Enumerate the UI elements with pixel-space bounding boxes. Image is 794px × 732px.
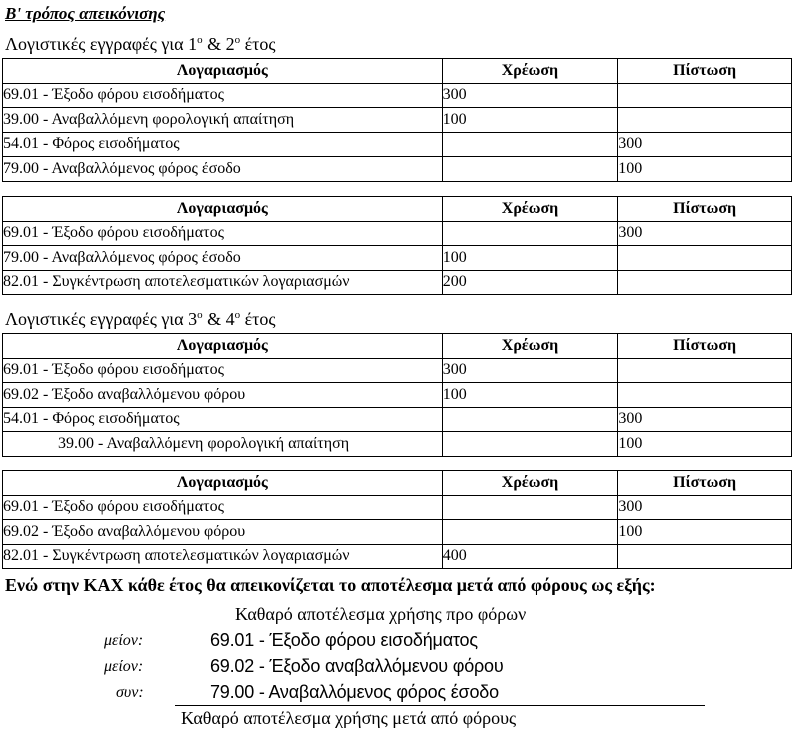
account-cell: 39.00 - Αναβαλλόμενη φορολογική απαίτηση xyxy=(3,432,443,457)
kax-operator-label: μείον: xyxy=(104,632,144,649)
credit-cell: 300 xyxy=(618,495,792,520)
credit-cell xyxy=(618,383,792,408)
column-header-debit: Χρέωση xyxy=(442,197,618,222)
account-cell: 69.01 - Έξοδο φόρου εισοδήματος xyxy=(3,221,443,246)
table-row xyxy=(3,383,792,408)
journal-entry-table-4 xyxy=(2,470,792,569)
account-cell: 69.01 - Έξοδο φόρου εισοδήματος xyxy=(3,358,443,383)
journal-entry-table-2 xyxy=(2,196,792,295)
debit-cell: 100 xyxy=(442,383,618,408)
table-row xyxy=(3,270,792,295)
ordinal-superscript: ο xyxy=(197,34,203,46)
debit-cell xyxy=(442,221,618,246)
debit-cell: 100 xyxy=(442,246,618,271)
credit-cell: 300 xyxy=(618,132,792,157)
debit-cell: 300 xyxy=(442,358,618,383)
debit-cell xyxy=(442,132,618,157)
section-heading-years-1-2 xyxy=(5,34,276,55)
debit-cell: 100 xyxy=(442,108,618,133)
table-header-row xyxy=(3,197,792,222)
post-tax-result-label: Καθαρό αποτέλεσμα χρήσης μετά από φόρους xyxy=(181,708,517,728)
table-header-row xyxy=(3,59,792,84)
account-cell: 69.02 - Έξοδο αναβαλλόμενου φόρου xyxy=(3,383,443,408)
account-cell: 54.01 - Φόρος εισοδήματος xyxy=(3,407,443,432)
ordinal-superscript: ο xyxy=(197,309,203,321)
account-cell: 54.01 - Φόρος εισοδήματος xyxy=(3,132,443,157)
kax-operator-label: συν: xyxy=(116,684,144,701)
credit-cell: 300 xyxy=(618,407,792,432)
kax-line-text: 69.02 - Έξοδο αναβαλλόμενου φόρου xyxy=(210,656,504,676)
credit-cell xyxy=(618,270,792,295)
kax-line xyxy=(0,629,794,655)
column-header-credit: Πίστωση xyxy=(618,59,792,84)
debit-cell xyxy=(442,432,618,457)
heading-text: & 2 xyxy=(202,34,235,54)
credit-cell: 100 xyxy=(618,432,792,457)
journal-entry-table-1 xyxy=(2,58,792,182)
account-cell: 69.01 - Έξοδο φόρου εισοδήματος xyxy=(3,495,443,520)
credit-cell xyxy=(618,246,792,271)
journal-entry-table-3 xyxy=(2,333,792,457)
account-cell: 69.02 - Έξοδο αναβαλλόμενου φόρου xyxy=(3,520,443,545)
credit-cell xyxy=(618,544,792,569)
table-row xyxy=(3,407,792,432)
heading-text: Λογιστικές εγγραφές για 1 xyxy=(5,34,198,54)
column-header-account: Λογαριασμός xyxy=(3,197,443,222)
debit-cell: 400 xyxy=(442,544,618,569)
kax-intro-text: Ενώ στην ΚΑΧ κάθε έτος θα απεικονίζεται το αποτέλεσμα μετά από φόρους ως εξής: xyxy=(5,575,656,595)
account-cell: 69.01 - Έξοδο φόρου εισοδήματος xyxy=(3,83,443,108)
heading-text: έτος xyxy=(240,34,276,54)
account-cell: 82.01 - Συγκέντρωση αποτελεσματικών λογαριασμών xyxy=(3,270,443,295)
credit-cell xyxy=(618,108,792,133)
document-title: Β' τρόπος απεικόνισης xyxy=(5,4,166,23)
heading-text: έτος xyxy=(240,309,276,329)
column-header-account: Λογαριασμός xyxy=(3,471,443,496)
table-row xyxy=(3,544,792,569)
credit-cell: 100 xyxy=(618,157,792,182)
kax-line-text: 69.01 - Έξοδο φόρου εισοδήματος xyxy=(210,630,478,650)
column-header-debit: Χρέωση xyxy=(442,334,618,359)
kax-line-text: 79.00 - Αναβαλλόμενος φόρος έσοδο xyxy=(210,682,499,702)
ordinal-superscript: ο xyxy=(234,34,241,46)
column-header-credit: Πίστωση xyxy=(618,334,792,359)
debit-cell: 300 xyxy=(442,83,618,108)
credit-cell xyxy=(618,83,792,108)
table-row xyxy=(3,246,792,271)
table-row xyxy=(3,108,792,133)
column-header-account: Λογαριασμός xyxy=(3,334,443,359)
table-row xyxy=(3,495,792,520)
table-header-row xyxy=(3,334,792,359)
account-cell: 39.00 - Αναβαλλόμενη φορολογική απαίτηση xyxy=(3,108,443,133)
column-header-account: Λογαριασμός xyxy=(3,59,443,84)
kax-line xyxy=(0,681,794,707)
debit-cell xyxy=(442,495,618,520)
section-heading-years-3-4 xyxy=(5,309,276,330)
table-row xyxy=(3,221,792,246)
debit-cell xyxy=(442,520,618,545)
credit-cell: 100 xyxy=(618,520,792,545)
account-cell: 79.00 - Αναβαλλόμενος φόρος έσοδο xyxy=(3,157,443,182)
column-header-debit: Χρέωση xyxy=(442,471,618,496)
debit-cell: 200 xyxy=(442,270,618,295)
account-cell: 82.01 - Συγκέντρωση αποτελεσματικών λογαριασμών xyxy=(3,544,443,569)
table-row xyxy=(3,432,792,457)
column-header-credit: Πίστωση xyxy=(618,197,792,222)
kax-operator-label: μείον: xyxy=(104,658,144,675)
kax-line xyxy=(0,655,794,681)
account-cell: 79.00 - Αναβαλλόμενος φόρος έσοδο xyxy=(3,246,443,271)
table-row xyxy=(3,157,792,182)
table-row xyxy=(3,358,792,383)
table-row xyxy=(3,132,792,157)
debit-cell xyxy=(442,157,618,182)
sum-divider-line xyxy=(175,705,705,706)
credit-cell: 300 xyxy=(618,221,792,246)
pre-tax-result-label: Καθαρό αποτέλεσμα χρήσης προ φόρων xyxy=(235,604,527,624)
debit-cell xyxy=(442,407,618,432)
ordinal-superscript: ο xyxy=(234,309,241,321)
credit-cell xyxy=(618,358,792,383)
table-row xyxy=(3,83,792,108)
table-row xyxy=(3,520,792,545)
heading-text: Λογιστικές εγγραφές για 3 xyxy=(5,309,198,329)
column-header-credit: Πίστωση xyxy=(618,471,792,496)
heading-text: & 4 xyxy=(202,309,235,329)
table-header-row xyxy=(3,471,792,496)
column-header-debit: Χρέωση xyxy=(442,59,618,84)
